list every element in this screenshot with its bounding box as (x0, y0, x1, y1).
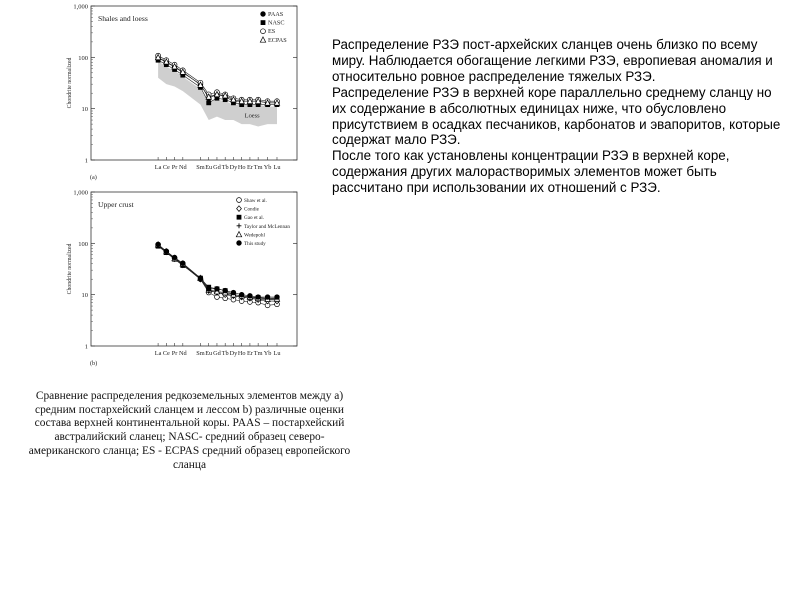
chart-b-xtick-label-pr: Pr (171, 350, 178, 357)
chart-a-xtick-label-ho: Ho (237, 164, 246, 171)
chart-b-series-this-study-point (231, 290, 236, 295)
chart-b-xtick-label-lu: Lu (273, 350, 281, 357)
chart-a-series-nasc-point (206, 100, 211, 105)
chart-b-series-this-study-point (256, 295, 261, 300)
paragraph-3: После того как установлены концентрации РЗЭ в верхней коре, содержания других малорастворимых элементов может быть рассчитано при использовании их отношений с РЗЭ. (332, 148, 730, 196)
chart-b-series-this-study-point (223, 288, 228, 293)
chart-a-ylabel: Chondrite normalized (67, 57, 73, 109)
chart-a-ytick-label: 100 (78, 54, 88, 62)
chart-a-xtick-label-gd: Gd (213, 164, 221, 171)
chart-a-xtick-label-eu: Eu (205, 164, 213, 171)
chart-a-legend-marker-nasc (261, 20, 266, 25)
chart-b-series-this-study-point (156, 242, 161, 247)
chart-b-series-this-study-point (180, 261, 185, 266)
chart-b-ytick-label: 1 (84, 343, 88, 351)
paragraph-1: Распределение РЗЭ пост-архейских сланцев очень близко по всему миру. Наблюдается обогащение легкими РЗЭ, европиевая аномалия и относительно ровное распределение тяжелых РЗЭ. (332, 37, 773, 84)
chart-b-ytick-label: 10 (81, 292, 88, 300)
chart-b-xtick-label-tm: Tm (253, 350, 263, 357)
paragraph-2: Распределение РЗЭ в верхней коре параллельно среднему сланцу но их содержание в абсолютных единицах ниже, что обусловлено присутствием в осадках песчаников, карбонатов и эвапоритов, которые содержат мало РЗЭ. (332, 84, 781, 148)
chart-b-series-this-study-point (275, 295, 280, 300)
chart-b-legend-label-gao-et-al: Gao et al. (244, 215, 265, 222)
chart-a-xtick-label-er: Er (246, 164, 253, 171)
chart-b-inner-title: Upper crust (98, 200, 134, 209)
chart-b-xtick-label-gd: Gd (213, 350, 221, 357)
chart-b-legend-label-condie: Condie (244, 206, 259, 213)
chart-b-series-this-study-point (248, 293, 253, 298)
chart-b-series-this-study-point (206, 286, 211, 291)
chart-a-xtick-label-tm: Tm (253, 164, 263, 171)
chart-a-legend-marker-paas (261, 12, 266, 17)
chart-a-xtick-label-pr: Pr (171, 164, 178, 171)
chart-b-ytick-label: 1,000 (73, 189, 88, 197)
chart-b-legend-marker-shaw-et-al (237, 198, 242, 203)
chart-a-ytick-label: 10 (81, 106, 88, 114)
chart-b-svg (55, 186, 315, 374)
figure-caption-text: Сравнение распределения редкоземельных элементов между а) средним постархейский сланцем и лессом b) различные оценки состава верхней континентальной коры. PAAS – постархейский австралийский сланец; NASC- средний образец северо-американского сланца; ES - ECPAS средний образец европейского сланца (28, 390, 351, 471)
chart-b-xtick-label-eu: Eu (205, 350, 213, 357)
chart-a-legend-label-paas: PAAS (268, 11, 284, 18)
chart-b-xtick-label-sm: Sm (196, 350, 205, 357)
chart-b-xtick-label-ho: Ho (237, 350, 246, 357)
chart-a-inner-title: Shales and loess (98, 14, 148, 23)
chart-b-ytick-label: 100 (78, 240, 88, 248)
chart-b-legend-marker-this-study (237, 241, 242, 246)
chart-b-series-this-study-point (265, 295, 270, 300)
chart-a-xtick-label-nd: Nd (178, 164, 187, 171)
chart-b-series-this-study-point (215, 286, 220, 291)
figure-caption (22, 390, 357, 472)
chart-b-xtick-label-la: La (154, 350, 162, 357)
chart-a-svg (55, 0, 315, 182)
chart-a-ytick-label: 1 (84, 157, 88, 165)
chart-b-xtick-label-tb: Tb (221, 350, 229, 357)
chart-a-xtick-label-lu: Lu (273, 164, 281, 171)
chart-b-series-this-study-point (198, 276, 203, 281)
chart-b-xtick-label-nd: Nd (178, 350, 187, 357)
chart-b-series-this-study-point (239, 292, 244, 297)
chart-a-legend-label-nasc: NASC (268, 19, 285, 27)
chart-b-legend-label-taylor-and-mclennan: Taylor and McLennan (244, 223, 291, 230)
chart-b (55, 186, 315, 374)
chart-a-legend-label-es: ES (268, 28, 276, 36)
chart-b-xtick-label-dy: Dy (229, 350, 238, 357)
chart-b-legend-label-this-study: This study (244, 241, 266, 247)
body-text (332, 37, 784, 196)
chart-a-legend-marker-es (261, 29, 266, 34)
chart-b-series-this-study-point (172, 255, 177, 260)
chart-a-band-label: Loess (244, 112, 260, 120)
chart-a-xtick-label-sm: Sm (196, 164, 205, 171)
chart-b-xtick-label-ce: Ce (162, 350, 170, 357)
chart-b-legend-marker-gao-et-al (237, 215, 242, 220)
chart-a (55, 0, 315, 182)
chart-b-panel-label: (b) (90, 360, 98, 367)
chart-a-xtick-label-tb: Tb (221, 164, 229, 171)
chart-b-legend-label-wedepohl: Wedepohl (244, 232, 265, 239)
chart-a-panel-label: (a) (90, 174, 97, 181)
chart-a-xtick-label-la: La (154, 164, 162, 171)
chart-a-xtick-label-dy: Dy (229, 164, 238, 171)
chart-a-xtick-label-ce: Ce (162, 164, 170, 171)
chart-b-xtick-label-yb: Yb (263, 350, 272, 357)
chart-b-ylabel: Chondrite normalized (67, 243, 73, 295)
chart-a-ytick-label: 1,000 (73, 3, 88, 11)
chart-b-xtick-label-er: Er (246, 350, 253, 357)
chart-b-legend-label-shaw-et-al: Shaw et al. (244, 198, 267, 204)
chart-b-series-this-study-point (164, 249, 169, 254)
chart-a-legend-label-ecpas: ECPAS (268, 36, 287, 44)
chart-a-xtick-label-yb: Yb (263, 164, 272, 171)
